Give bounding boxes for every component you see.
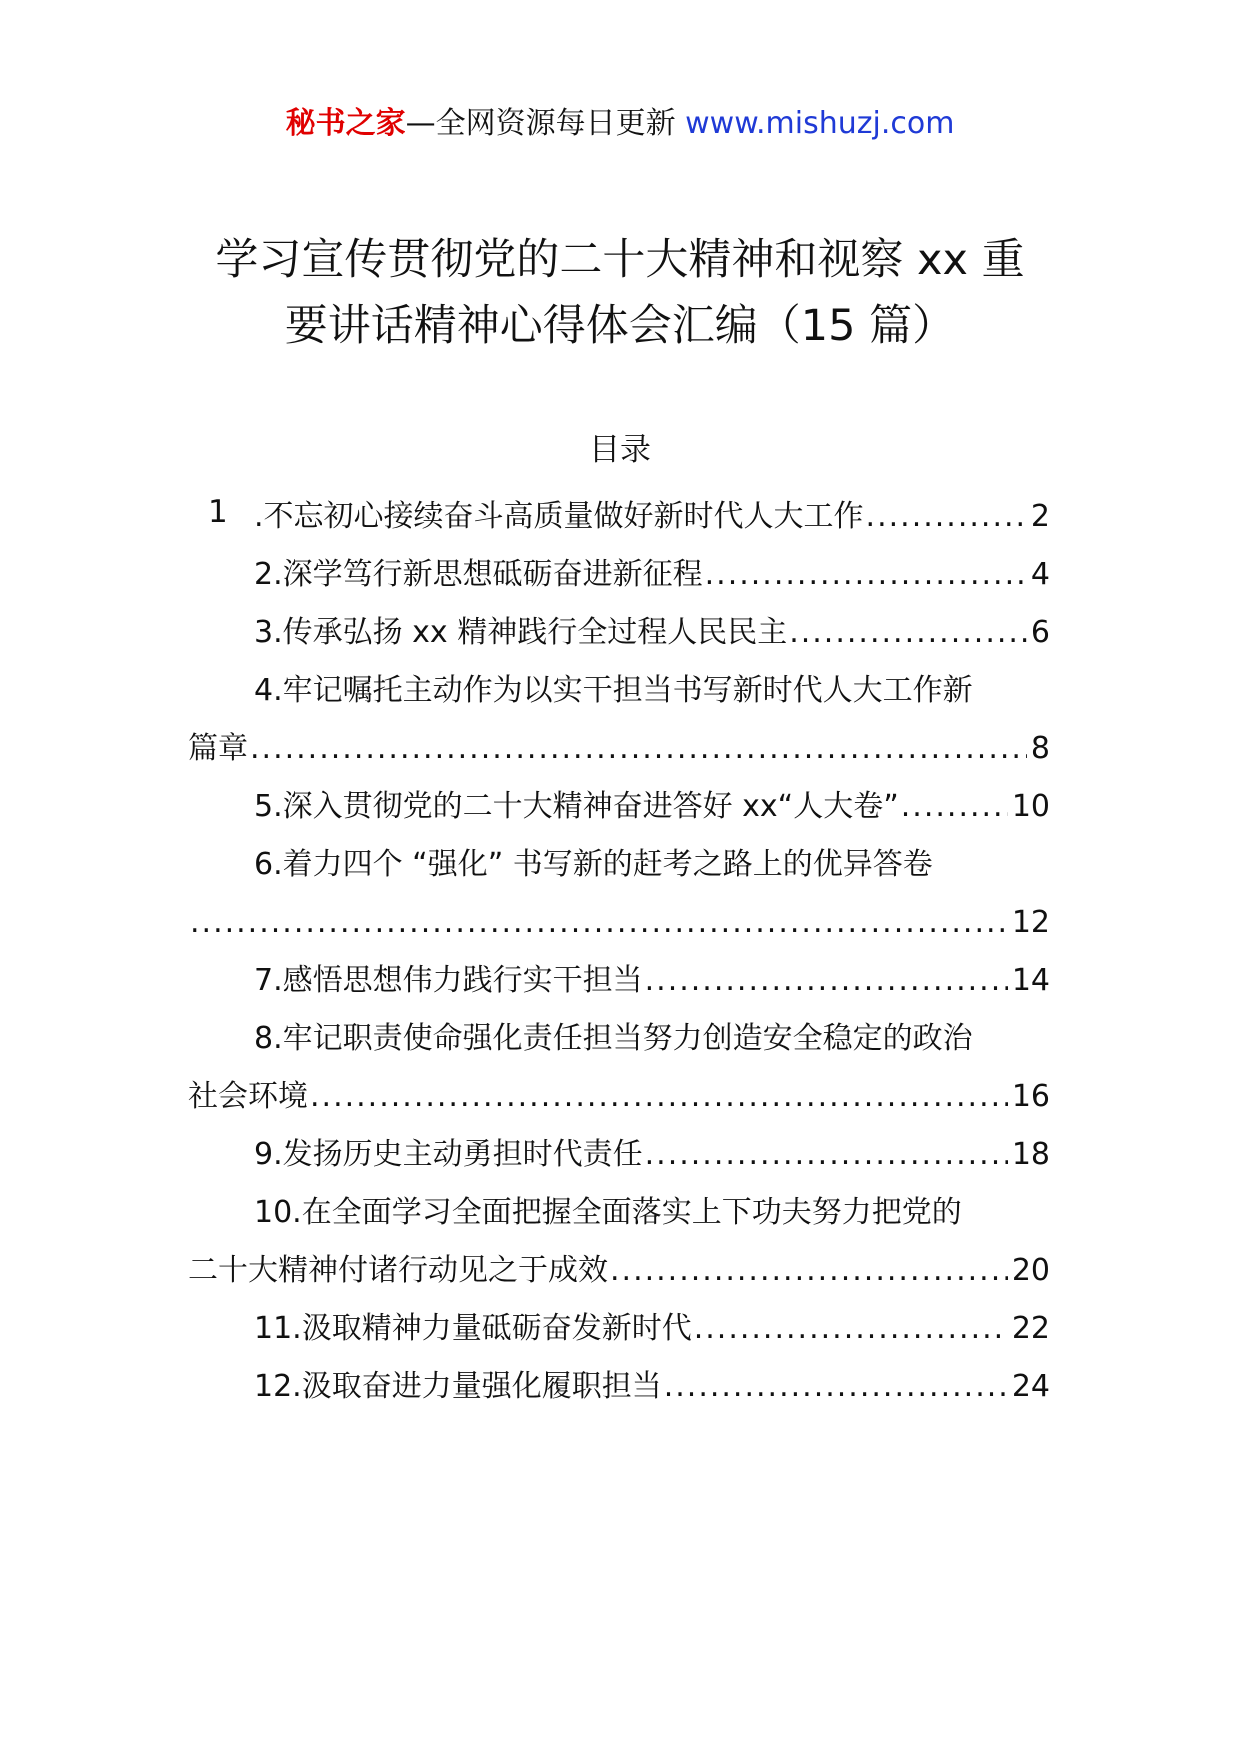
- toc-entry-text: 9.发扬历史主动勇担时代责任: [254, 1137, 643, 1172]
- site-url-link[interactable]: www.mishuzj.com: [685, 106, 955, 141]
- toc-leader-dots: [866, 495, 1027, 539]
- toc-entry-text: 3.传承弘扬 xx 精神践行全过程人民民主: [254, 615, 788, 650]
- toc-entry-2[interactable]: [188, 553, 1050, 597]
- toc-leader-dots: [901, 785, 1008, 829]
- toc-entry-text: .不忘初心接续奋斗高质量做好新时代人大工作: [254, 499, 864, 534]
- toc-leader-dots: [664, 1365, 1008, 1409]
- toc-entry-page: 14: [1011, 963, 1050, 998]
- toc-entry-page: 12: [1011, 905, 1050, 940]
- site-tagline: —全网资源每日更新: [405, 106, 686, 141]
- toc-entry-text: 5.深入贯彻党的二十大精神奋进答好 xx“人大卷”: [254, 789, 899, 824]
- toc-leader-dots: [310, 1075, 1008, 1119]
- toc-entry-text: 篇章: [188, 731, 248, 766]
- toc-entry-4-line-1[interactable]: [188, 669, 1050, 713]
- toc-entry-text: 8.牢记职责使命强化责任担当努力创造安全稳定的政治: [254, 1021, 973, 1056]
- toc-entry-6-line-1[interactable]: [188, 843, 1050, 887]
- toc-entry-text: 12.汲取奋进力量强化履职担当: [254, 1369, 662, 1404]
- toc-leader-dots: [190, 901, 1008, 945]
- toc-entry-page: 8: [1030, 731, 1050, 766]
- toc-leader-dots: [645, 1133, 1008, 1177]
- toc-entry-text: 4.牢记嘱托主动作为以实干担当书写新时代人大工作新: [254, 673, 973, 708]
- document-title-line-1: 学习宣传贯彻党的二十大精神和视察 xx 重: [215, 235, 1025, 285]
- toc-leader-dots: [250, 727, 1027, 771]
- toc-leader-dots: [610, 1249, 1008, 1293]
- toc-entry-text: 11.汲取精神力量砥砺奋发新时代: [254, 1311, 692, 1346]
- toc-entry-page: 22: [1011, 1311, 1050, 1346]
- toc-entry-4-line-2[interactable]: [188, 727, 1050, 771]
- toc-entry-page: 10: [1011, 789, 1050, 824]
- toc-entry-text: 2.深学笃行新思想砥砺奋进新征程: [254, 557, 703, 592]
- toc-entry-8-line-2[interactable]: [188, 1075, 1050, 1119]
- toc-first-number: 1: [208, 494, 228, 530]
- toc-entry-text: 二十大精神付诸行动见之于成效: [188, 1253, 608, 1288]
- site-brand: 秘书之家: [285, 106, 406, 141]
- toc-entry-6-line-2[interactable]: [188, 901, 1050, 945]
- toc-entry-10-line-1[interactable]: [188, 1191, 1050, 1235]
- toc-entry-10-line-2[interactable]: [188, 1249, 1050, 1293]
- toc-entry-11[interactable]: [188, 1307, 1050, 1351]
- toc-entry-1[interactable]: [188, 495, 1050, 539]
- toc-entry-text: 7.感悟思想伟力践行实干担当: [254, 963, 643, 998]
- toc-entry-text: 6.着力四个 “强化” 书写新的赶考之路上的优异答卷: [254, 847, 933, 882]
- toc-leader-dots: [645, 959, 1008, 1003]
- toc-entry-7[interactable]: [188, 959, 1050, 1003]
- toc-entry-page: 6: [1030, 615, 1050, 650]
- toc-entry-8-line-1[interactable]: [188, 1017, 1050, 1061]
- toc-entry-12[interactable]: [188, 1365, 1050, 1409]
- toc-leader-dots: [705, 553, 1027, 597]
- toc-leader-dots: [789, 611, 1027, 655]
- toc-entry-text: 10.在全面学习全面把握全面落实上下功夫努力把党的: [254, 1195, 962, 1230]
- document-title-line-2: 要讲话精神心得体会汇编（15 篇）: [284, 301, 956, 351]
- toc-entry-3[interactable]: [188, 611, 1050, 655]
- toc-leader-dots: [694, 1307, 1008, 1351]
- toc-entry-page: 16: [1011, 1079, 1050, 1114]
- site-header: [0, 104, 1240, 144]
- toc-entry-page: 24: [1011, 1369, 1050, 1404]
- toc-entry-page: 4: [1030, 557, 1050, 592]
- toc-entry-page: 2: [1030, 499, 1050, 534]
- toc-entry-9[interactable]: [188, 1133, 1050, 1177]
- toc-entry-page: 20: [1011, 1253, 1050, 1288]
- toc-entry-5[interactable]: [188, 785, 1050, 829]
- toc-entry-page: 18: [1011, 1137, 1050, 1172]
- toc-heading: 目录: [589, 432, 651, 468]
- toc-entry-text: 社会环境: [188, 1079, 308, 1114]
